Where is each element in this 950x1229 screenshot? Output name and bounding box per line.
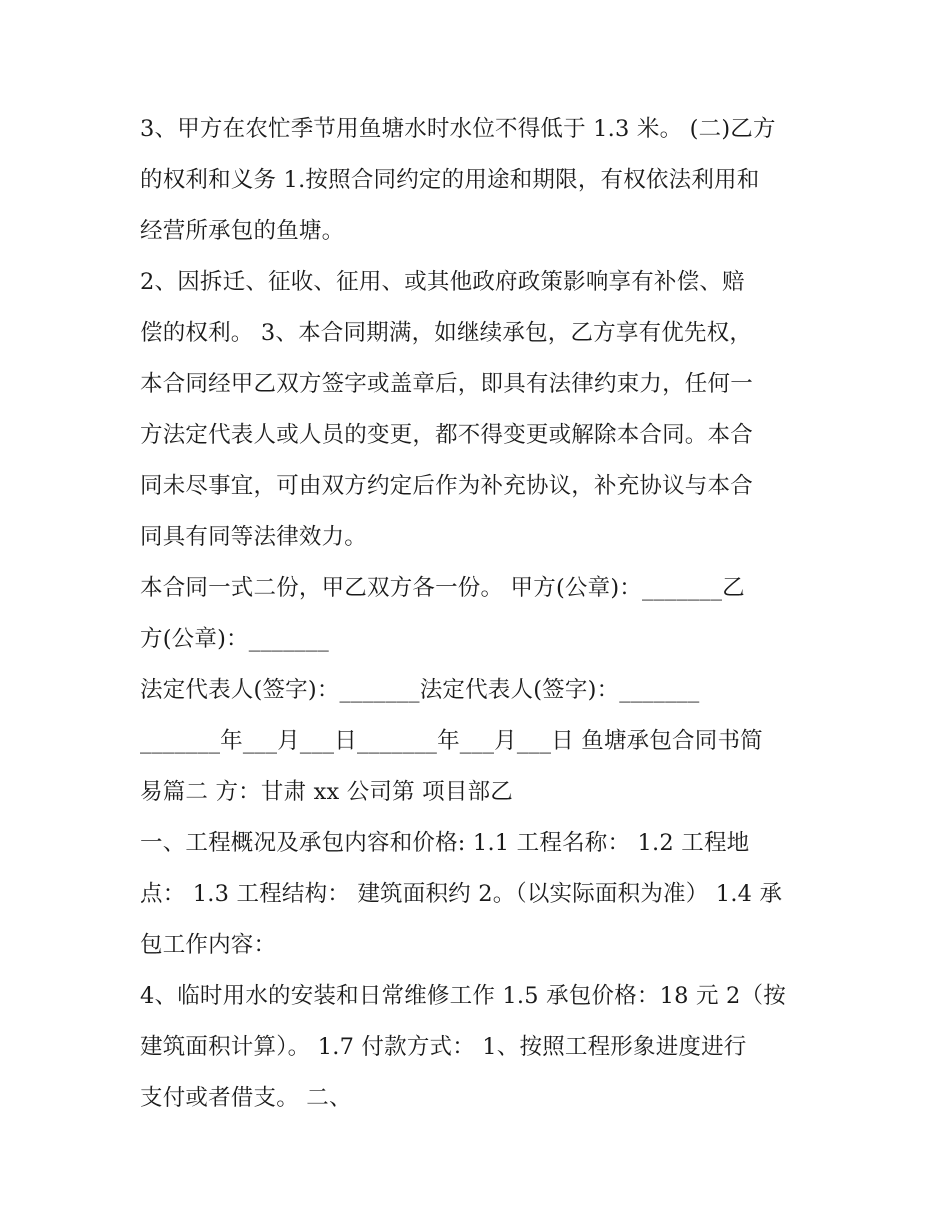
text-line: 本合同经甲乙双方签字或盖章后，即具有法律约束力，任何一 [140, 371, 753, 397]
text-line: 本合同一式二份，甲乙双方各一份。 甲方(公章)：_______乙 [140, 575, 745, 601]
text-line: 3、甲方在农忙季节用鱼塘水时水位不得低于 1.3 米。 (二)乙方 [140, 116, 776, 142]
text-line: 建筑面积计算）。 1.7 付款方式： 1、按照工程形象进度进行 [140, 1034, 747, 1060]
text-line: 易篇二 方：甘肃 xx 公司第 项目部乙 [140, 779, 513, 805]
text-line: 的权利和义务 1.按照合同约定的用途和期限，有权依法利用和 [140, 167, 760, 193]
text-line: 点： 1.3 工程结构： 建筑面积约 2。（以实际面积为准） 1.4 承 [140, 881, 783, 907]
text-line: 同未尽事宜，可由双方约定后作为补充协议，补充协议与本合 [140, 473, 753, 499]
text-line: 4、临时用水的安装和日常维修工作 1.5 承包价格：18 元 2（按 [140, 983, 786, 1009]
text-line: 法定代表人(签字)：_______法定代表人(签字)：_______ [140, 677, 700, 703]
text-line: 经营所承包的鱼塘。 [140, 218, 345, 244]
text-line: 偿的权利。 3、本合同期满，如继续承包，乙方享有优先权， [140, 320, 753, 346]
text-line: 同具有同等法律效力。 [140, 524, 368, 550]
text-line: 方法定代表人或人员的变更，都不得变更或解除本合同。本合 [140, 422, 753, 448]
text-line: 一、工程概况及承包内容和价格: 1.1 工程名称： 1.2 工程地 [140, 830, 750, 856]
text-line: 支付或者借支。 二、 [140, 1085, 352, 1111]
text-line: 2、因拆迁、征收、征用、或其他政府政策影响享有补偿、赔 [140, 269, 745, 295]
text-line: 包工作内容： [140, 932, 277, 958]
text-line: _______年___月___日_______年___月___日 鱼塘承包合同书简 [140, 728, 763, 754]
text-line: 方(公章)：_______ [140, 626, 329, 652]
